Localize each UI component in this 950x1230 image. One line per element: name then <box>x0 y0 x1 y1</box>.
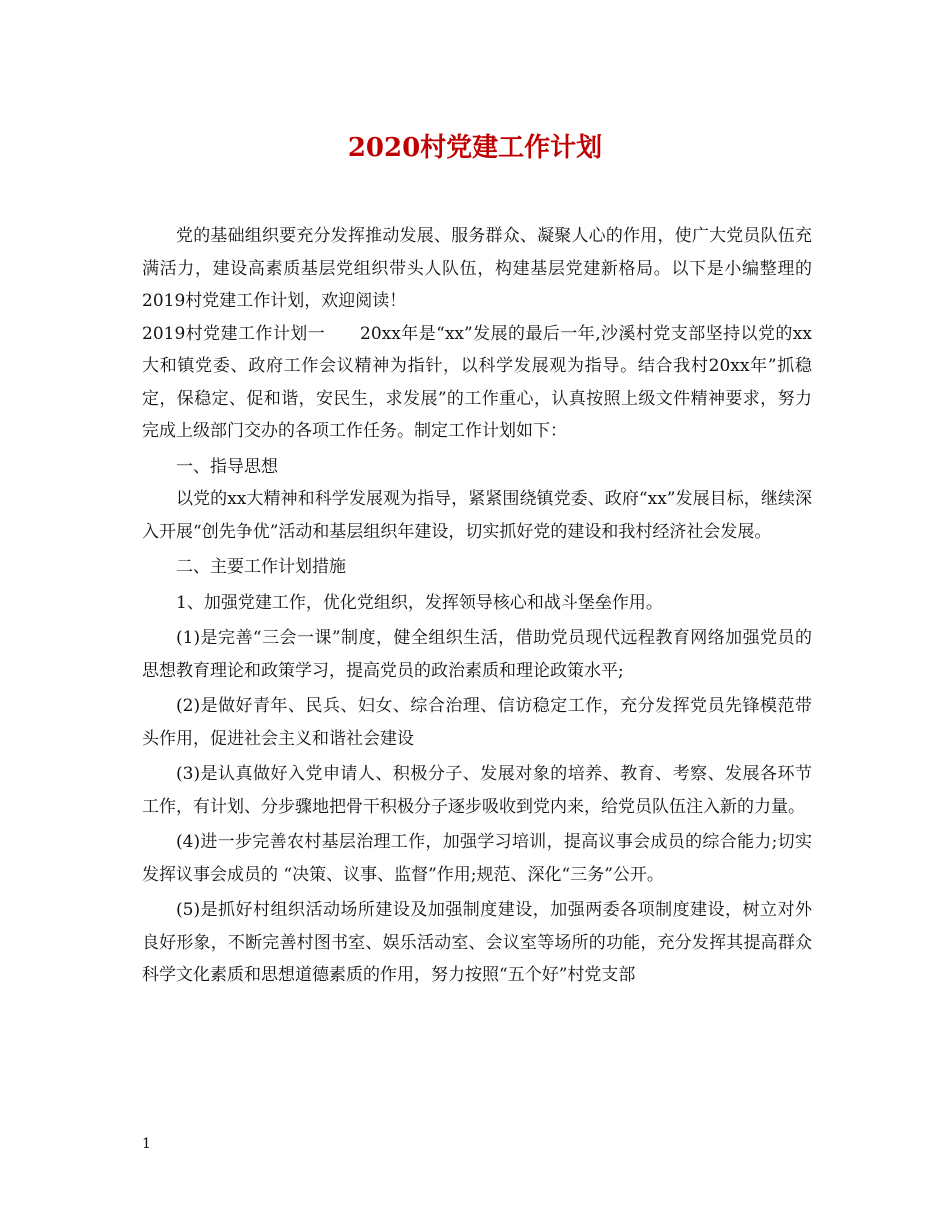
page-number: 1 <box>142 1136 151 1152</box>
document-title: 2020村党建工作计划 <box>347 133 603 163</box>
document-body <box>142 220 812 992</box>
section-heading-main-measures: 二、主要工作计划措施 <box>176 557 346 577</box>
measure-item-2: (2)是做好青年、民兵、妇女、综合治理、信访稳定工作，充分发挥党员先锋模范带头作用，促进社会主义和谐社会建设 <box>142 696 812 749</box>
guiding-thought-paragraph: 以党的xx大精神和科学发展观为指导，紧紧围绕镇党委、政府“xx”发展目标，继续深入开展“创先争优”活动和基层组织年建设，切实抓好党的建设和我村经济社会发展。 <box>142 489 812 542</box>
measure-item-4: (4)进一步完善农村基层治理工作，加强学习培训，提高议事会成员的综合能力;切实发挥议事会成员的 “决策、议事、监督”作用;规范、深化“三务”公开。 <box>142 832 812 885</box>
measure-item-5: (5)是抓好村组织活动场所建设及加强制度建设，加强两委各项制度建设，树立对外良好形象，不断完善村图书室、娱乐活动室、会议室等场所的功能，充分发挥其提高群众科学文化素质和思想道德素质的作用，努力按照“五个好”村党支部 <box>142 900 812 985</box>
intro-paragraph: 党的基础组织要充分发挥推动发展、服务群众、凝聚人心的作用，使广大党员队伍充满活力，建设高素质基层党组织带头人队伍，构建基层党建新格局。以下是小编整理的2019村党建工作计划，欢迎阅读！ <box>142 226 812 311</box>
measure-1-heading: 1、加强党建工作，优化党组织，发挥领导核心和战斗堡垒作用。 <box>176 592 663 613</box>
measure-item-1: (1)是完善“三会一课”制度，健全组织生活，借助党员现代远程教育网络加强党员的思想教育理论和政策学习，提高党员的政治素质和理论政策水平; <box>142 628 812 681</box>
measure-item-3: (3)是认真做好入党申请人、积极分子、发展对象的培养、教育、考察、发展各环节工作，有计划、分步骤地把骨干积极分子逐步吸收到党内来，给党员队伍注入新的力量。 <box>142 764 812 817</box>
section-heading-guiding-thought: 一、指导思想 <box>176 456 278 477</box>
plan-one-paragraph: 2019村党建工作计划一 20xx年是“xx”发展的最后一年,沙溪村党支部坚持以党的xx大和镇党委、政府工作会议精神为指针，以科学发展观为指导。结合我村20xx年”抓稳定，保稳定、促和谐，安民生，求发展”的工作重心，认真按照上级文件精神要求，努力完成上级部门交办的各项工作任务。制定工作计划如下： <box>142 323 812 441</box>
